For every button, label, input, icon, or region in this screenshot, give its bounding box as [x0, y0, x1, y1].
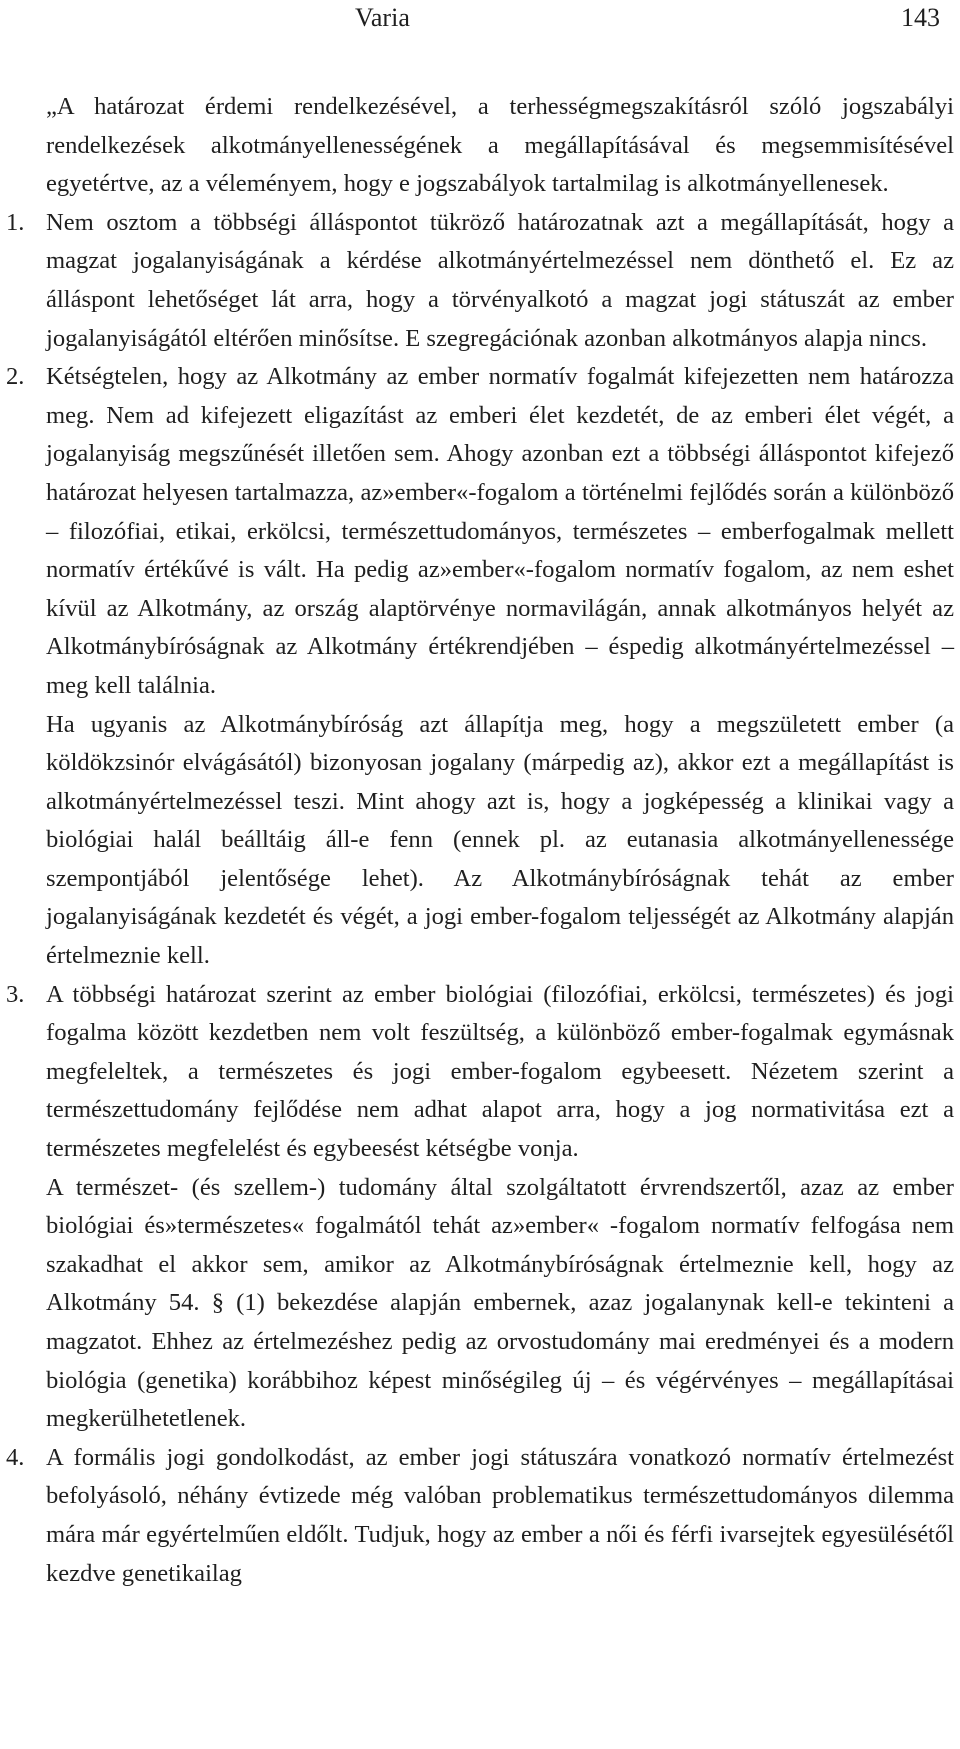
- numbered-item-1: [6, 204, 954, 358]
- page-header: [0, 0, 960, 40]
- page-number: 143: [901, 3, 940, 32]
- item-body: [46, 1439, 954, 1593]
- item-body: [46, 358, 954, 976]
- item-paragraph: Nem osztom a többségi álláspontot tükröző határozatnak azt a megállapítását, hogy a magzat jogalanyiságának a kérdése alkotmányértelmezéssel nem dönthető el. Ez az álláspont lehetőséget lát arra, hogy a törvényalkotó a magzat jogi státuszát az ember jogalanyiságától eltérően minősítse. E szegregációnak azonban alkotmányos alapja nincs.: [46, 208, 954, 352]
- item-number: 3.: [6, 980, 25, 1008]
- item-paragraph: Kétségtelen, hogy az Alkotmány az ember normatív fogalmát kifejezetten nem határozza meg. Nem ad kifejezett eligazítást az emberi élet kezdetét, de az emberi élet végét, a jogalanyiság megszűnését illetően sem. Ahogy azonban ezt a többségi álláspontot kifejező határozat helyesen tartalmazza, az»ember«-fogalom a történelmi fejlődés során a különböző – filozófiai, etikai, erkölcsi, természettudományos, természetes – emberfogalmak mellett normatív értékűvé is vált. Ha pedig az»ember«-fogalom normatív fogalom, az nem eshet kívül az Alkotmány, az ország alaptörvénye normavilágán, annak alkotmányos helyét az Alkotmánybíróságnak az Alkotmány értékrendjében – éspedig alkotmányértelmezéssel – meg kell találnia.: [46, 363, 954, 699]
- numbered-item-3: [6, 976, 954, 1439]
- page-body: [6, 88, 954, 1593]
- running-title: Varia: [355, 3, 410, 32]
- item-body: [46, 204, 954, 358]
- item-number: 4.: [6, 1443, 25, 1471]
- numbered-item-2: [6, 358, 954, 976]
- item-number: 1.: [6, 208, 25, 236]
- item-body: [46, 976, 954, 1439]
- item-paragraph: A többségi határozat szerint az ember biológiai (filozófiai, erkölcsi, természetes) és jogi fogalma között kezdetben nem volt feszültség, a különböző ember-fogalmak egymásnak megfeleltek, a természetes és jogi ember-fogalom egybeesett. Nézetem szerint a természettudomány fejlődése nem adhat alapot arra, hogy a jog normativitása ezt a természetes megfelelést és egybeesést kétségbe vonja.: [46, 980, 954, 1163]
- item-paragraph: Ha ugyanis az Alkotmánybíróság azt állapítja meg, hogy a megszületett ember (a köldökzsinór elvágásától) bizonyosan jogalany (márpedig az), akkor ezt a megállapítást is alkotmányértelmezéssel teszi. Mint ahogy azt is, hogy a jogképesség a klinikai vagy a biológiai halál beálltáig áll-e fenn (ennek pl. az eutanasia alkotmányellenessége szempontjából jelentősége lehet). Az Alkotmánybíróságnak tehát az ember jogalanyiságának kezdetét és végét, a jogi ember-fogalom teljességét az Alkotmány alapján értelmeznie kell.: [46, 710, 954, 970]
- lead-paragraph: „A határozat érdemi rendelkezésével, a terhességmegszakításról szóló jogszabályi rendelkezések alkotmányellenességének a megállapításával és megsemmisítésével egyetértve, az a véleményem, hogy e jogszabályok tartalmilag is alkotmányellenesek.: [46, 93, 954, 198]
- numbered-item-4: [6, 1439, 954, 1593]
- item-paragraph: A természet- (és szellem-) tudomány által szolgáltatott érvrendszertől, azaz az ember biológiai és»természetes« fogalmától tehát az»ember« -fogalom normatív felfogása nem szakadhat el akkor sem, amikor az Alkotmánybíróságnak értelmeznie kell, hogy az Alkotmány 54. § (1) bekezdése alapján embernek, azaz jogalanynak kell-e tekinteni a magzatot. Ehhez az értelmezéshez pedig az orvostudomány mai eredményei és a modern biológia (genetika) korábbihoz képest minőségileg új – és végérvényes – megállapításai megkerülhetetlenek.: [46, 1173, 954, 1433]
- item-number: 2.: [6, 363, 25, 391]
- item-paragraph: A formális jogi gondolkodást, az ember jogi státuszára vonatkozó normatív értelmezést befolyásoló, néhány évtizede még valóban problematikus természettudományos dilemma mára már egyértelműen eldőlt. Tudjuk, hogy az ember a női és férfi ivarsejtek egyesülésétől kezdve genetikailag: [46, 1443, 954, 1587]
